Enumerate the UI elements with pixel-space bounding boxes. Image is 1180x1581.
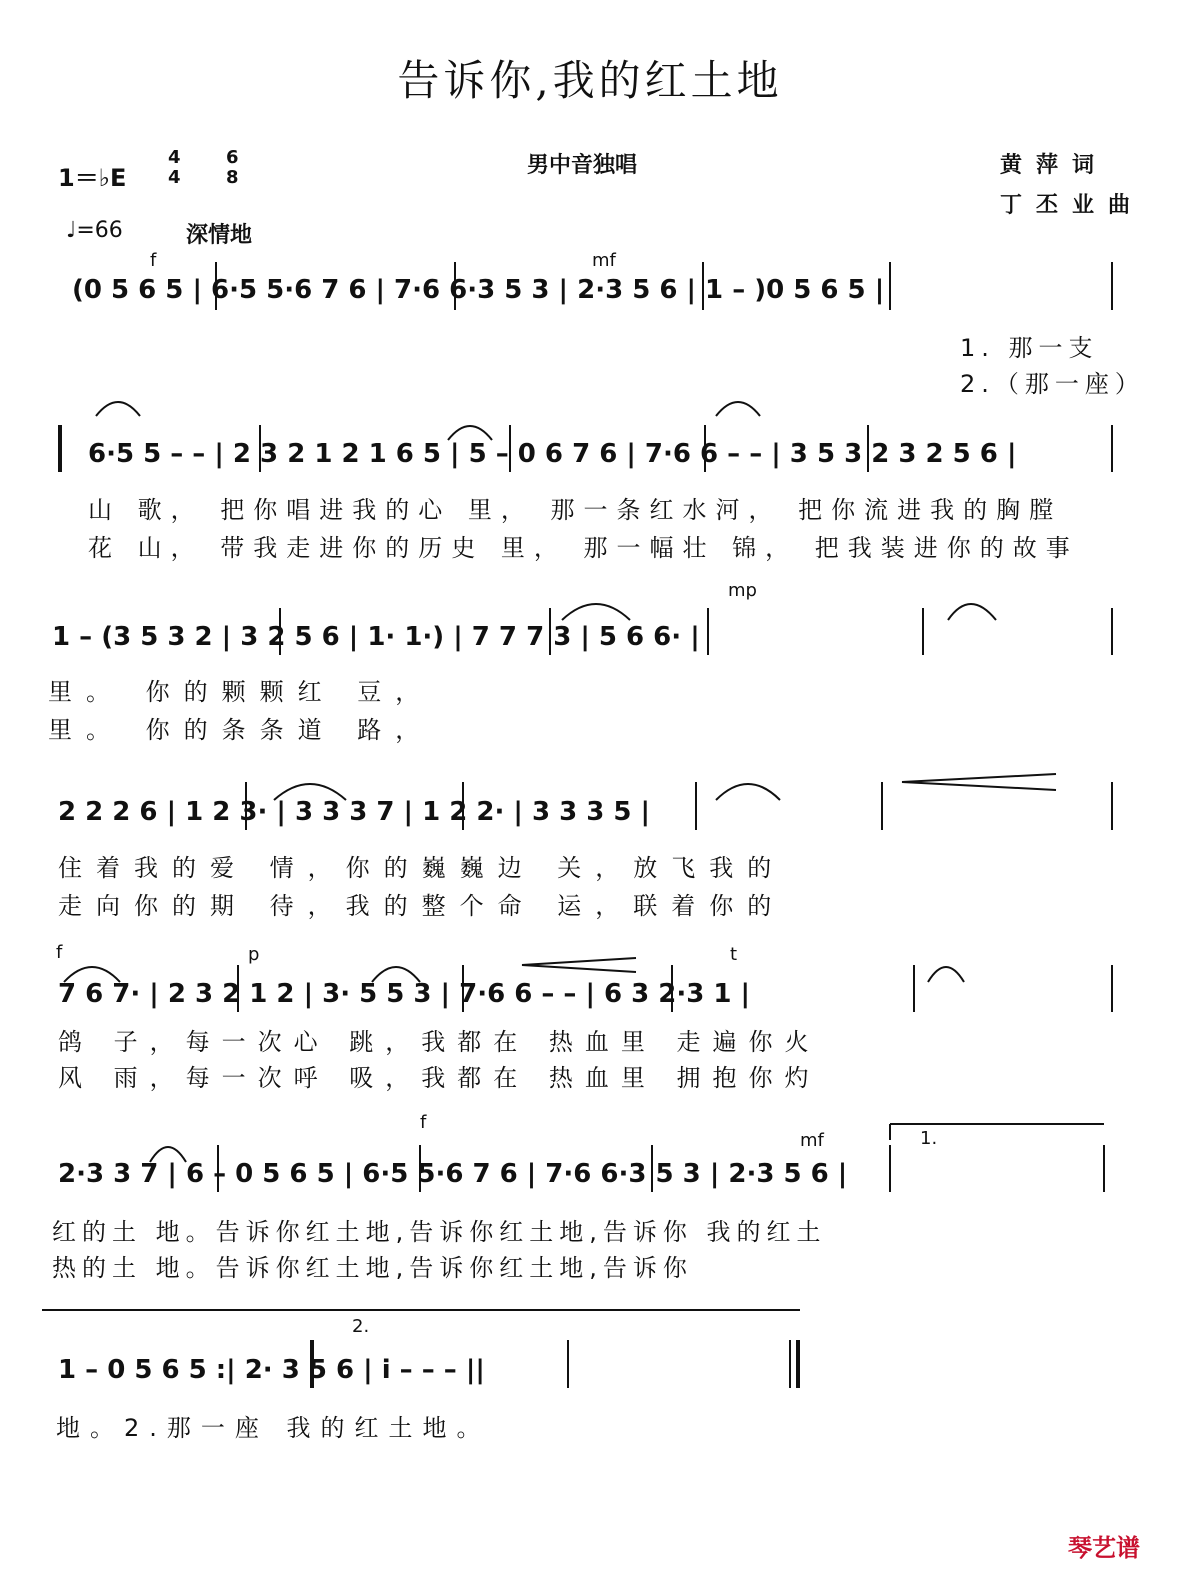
time-signature-4-4: 4 4 xyxy=(168,147,181,188)
time-signature-6-8: 6 8 xyxy=(226,147,239,188)
notes-system-5: 7 6 7· | 2 3 2 1 2 | 3· 5 5 3 | 7·6 6 – – | 6 3 2·3 1 | xyxy=(58,979,751,1009)
notes-system-6: 2·3 3 7 | 6 – 0 5 6 5 | 6·5 5·6 7 6 | 7·6 6·3 5 3 | 2·3 5 6 | xyxy=(58,1159,848,1189)
lyric-line: 风 雨，每一次呼 吸，我都在 热血里 拥抱你灼 xyxy=(58,1064,821,1092)
dynamic-mark: mf xyxy=(800,1130,824,1151)
notes-system-2: 6·5 5 – – | 2 3 2 1 2 1 6 5 | 5 – 0 6 7 6 | 7·6 6 – – | 3 5 3 2 3 2 5 6 | xyxy=(88,439,1017,469)
lyricist-credit: 黄萍词 xyxy=(1000,153,1109,178)
composer-credit: 丁丕业曲 xyxy=(1000,193,1145,218)
lyric-line: 红的土 地。告诉你红土地,告诉你红土地,告诉你 我的红土 xyxy=(52,1218,827,1246)
lyric-line: 里。 你的条条道 路， xyxy=(48,716,434,744)
song-title: 告诉你,我的红土地 xyxy=(397,56,783,105)
notes-system-7: 1 – 0 5 6 5 :| 2· 3 5 6 | i – – – || xyxy=(58,1355,485,1385)
notes-system-3: 1 – (3 5 3 2 | 3 2 5 6 | 1· 1·) | 7 7 7 3 | 5 6 6· | xyxy=(52,622,700,652)
lyric-line: 地。2.那一座 我的红土地。 xyxy=(56,1414,491,1442)
dynamic-mark: f xyxy=(420,1112,427,1133)
volta-1-label: 1. xyxy=(920,1128,938,1149)
lyric-line: 热的土 地。告诉你红土地,告诉你红土地,告诉你 xyxy=(52,1254,693,1282)
lyric-line: 山 歌， 把你唱进我的心 里， 那一条红水河， 把你流进我的胸膛 xyxy=(88,496,1063,524)
expression-marking: 深情地 xyxy=(186,223,253,248)
tempo-marking: ♩=66 xyxy=(66,218,123,243)
notes-system-1: (0 5 6 5 | 6·5 5·6 7 6 | 7·6 6·3 5 3 | 2·3 5 6 | 1 – )0 5 6 5 | xyxy=(72,275,885,305)
site-watermark-logo: 琴艺谱 xyxy=(1068,1534,1140,1562)
key-signature: 1＝♭E xyxy=(58,164,127,192)
dynamic-mark: t xyxy=(730,944,738,965)
dynamic-mark: mp xyxy=(728,580,757,601)
dynamic-mark: f xyxy=(150,250,157,271)
volta-2-label: 2. xyxy=(352,1316,370,1337)
notes-system-4: 2 2 2 6 | 1 2 3· | 3 3 3 7 | 1 2 2· | 3 3 3 5 | xyxy=(58,797,651,827)
performance-subtitle: 男中音独唱 xyxy=(527,153,638,178)
lyric-line: 走向你的期 待，我的整个命 运，联着你的 xyxy=(58,892,786,920)
lyric-line: 1. 那一支 xyxy=(960,334,1099,362)
dynamic-mark: p xyxy=(248,944,260,965)
dynamic-mark: f xyxy=(56,942,63,963)
dynamic-mark: mf xyxy=(592,250,616,271)
lyric-line: 住着我的爱 情，你的巍巍边 关，放飞我的 xyxy=(58,854,786,882)
lyric-line: 鸽 子，每一次心 跳，我都在 热血里 走遍你火 xyxy=(58,1028,821,1056)
lyric-line: 里。 你的颗颗红 豆， xyxy=(48,678,434,706)
lyric-line: 花 山， 带我走进你的历史 里， 那一幅壮 锦， 把我装进你的故事 xyxy=(88,534,1079,562)
lyric-line: 2.（那一座） xyxy=(960,370,1145,398)
